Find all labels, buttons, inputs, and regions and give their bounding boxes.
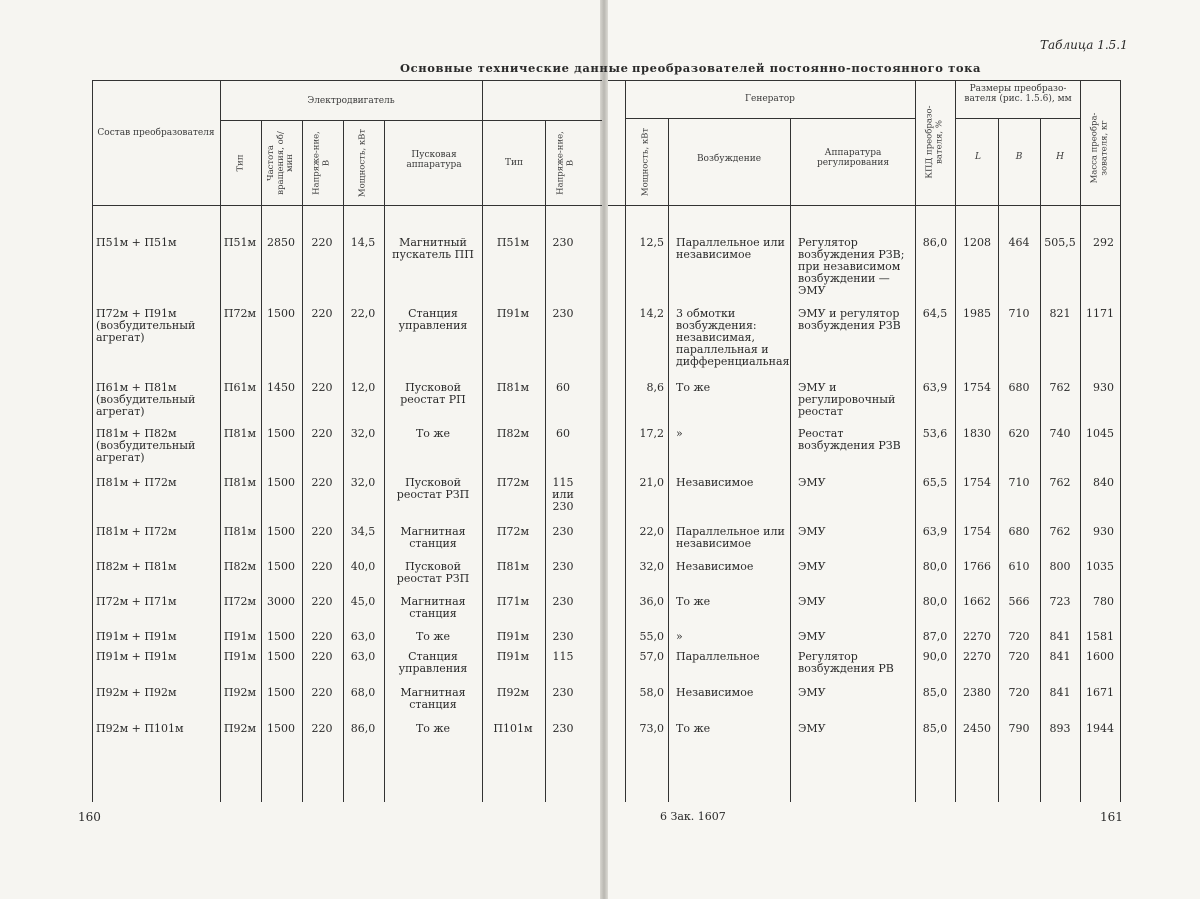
title-left: Основные технические данные — [400, 61, 629, 75]
cell-L: 1208 — [963, 237, 991, 249]
cell-regulation: ЭМУ — [798, 687, 910, 699]
rule — [92, 205, 602, 206]
cell-regulation: ЭМУ и регулятор возбуждения РЗВ — [798, 308, 910, 332]
cell-B: 710 — [1009, 308, 1030, 320]
cell-mass: 292 — [1093, 237, 1114, 249]
cell-speed: 1500 — [267, 651, 295, 663]
cell-efficiency: 90,0 — [923, 651, 948, 663]
cell-L: 1985 — [963, 308, 991, 320]
rule — [482, 120, 602, 121]
cell-B: 790 — [1009, 723, 1030, 735]
header-dim-h: H — [1041, 152, 1079, 162]
cell-speed: 2850 — [267, 237, 295, 249]
header-regulation: Аппаратура регулирования — [792, 148, 914, 168]
cell-excitation: Параллельное или независимое — [676, 237, 786, 261]
cell-voltage: 220 — [312, 526, 333, 538]
cell-mass: 1045 — [1086, 428, 1114, 440]
cell-gen-type: П91м — [497, 308, 529, 320]
cell-starter: Пусковой реостат РП — [388, 382, 478, 406]
cell-starter: Магнитная станция — [388, 526, 478, 550]
cell-gen-voltage: 115 — [545, 651, 581, 663]
cell-gen-power: 8,6 — [647, 382, 665, 394]
cell-voltage: 220 — [312, 596, 333, 608]
cell-voltage: 220 — [312, 561, 333, 573]
cell-efficiency: 80,0 — [923, 596, 948, 608]
cell-mass: 930 — [1093, 382, 1114, 394]
cell-gen-type: П82м — [497, 428, 529, 440]
page-number-right: 161 — [1100, 810, 1123, 824]
cell-mass: 1035 — [1086, 561, 1114, 573]
cell-composition: П81м + П72м — [96, 477, 218, 489]
book-spine — [600, 0, 608, 899]
header-starter: Пусковая аппаратура — [388, 150, 480, 170]
rule — [1040, 118, 1041, 802]
header-composition: Состав преобразователя — [96, 128, 216, 138]
rule — [998, 118, 999, 802]
footnote: 6 Зак. 1607 — [660, 810, 726, 823]
cell-B: 566 — [1009, 596, 1030, 608]
cell-H: 800 — [1050, 561, 1071, 573]
cell-gen-power: 14,2 — [640, 308, 665, 320]
cell-mass: 1171 — [1086, 308, 1114, 320]
table-number: Таблица 1.5.1 — [1040, 38, 1128, 52]
cell-motor-type: П91м — [224, 631, 256, 643]
cell-starter: То же — [388, 723, 478, 735]
header-power: Мощность, кВт — [358, 128, 368, 198]
cell-L: 1754 — [963, 526, 991, 538]
rule — [482, 80, 483, 802]
cell-H: 740 — [1050, 428, 1071, 440]
cell-gen-type: П81м — [497, 561, 529, 573]
cell-gen-type: П101м — [493, 723, 532, 735]
cell-efficiency: 65,5 — [923, 477, 948, 489]
cell-L: 1830 — [963, 428, 991, 440]
header-motor-type: Тип — [236, 155, 246, 172]
cell-voltage: 220 — [312, 651, 333, 663]
rule — [220, 80, 221, 802]
cell-power: 22,0 — [351, 308, 376, 320]
cell-excitation: Параллельное — [676, 651, 786, 663]
cell-H: 893 — [1050, 723, 1071, 735]
cell-power: 32,0 — [351, 477, 376, 489]
cell-power: 68,0 — [351, 687, 376, 699]
cell-power: 45,0 — [351, 596, 376, 608]
cell-speed: 3000 — [267, 596, 295, 608]
cell-gen-voltage: 230 — [545, 596, 581, 608]
cell-gen-voltage: 115 или 230 — [545, 477, 581, 513]
cell-starter: То же — [388, 428, 478, 440]
cell-B: 610 — [1009, 561, 1030, 573]
cell-excitation: » — [676, 428, 786, 440]
cell-motor-type: П61м — [224, 382, 256, 394]
rule — [220, 120, 482, 121]
cell-speed: 1500 — [267, 561, 295, 573]
cell-regulation: ЭМУ — [798, 596, 910, 608]
rule — [955, 118, 1080, 119]
rule — [92, 80, 93, 802]
cell-mass: 1581 — [1086, 631, 1114, 643]
rule — [790, 118, 791, 802]
cell-gen-type: П51м — [497, 237, 529, 249]
cell-composition: П72м + П91м (возбудительный агрегат) — [96, 308, 218, 344]
rule — [668, 118, 669, 802]
cell-gen-type: П91м — [497, 631, 529, 643]
cell-power: 63,0 — [351, 651, 376, 663]
cell-gen-power: 21,0 — [640, 477, 665, 489]
cell-B: 720 — [1009, 651, 1030, 663]
cell-speed: 1500 — [267, 428, 295, 440]
cell-composition: П82м + П81м — [96, 561, 218, 573]
cell-gen-type: П72м — [497, 477, 529, 489]
cell-gen-voltage: 230 — [545, 723, 581, 735]
cell-efficiency: 63,9 — [923, 526, 948, 538]
cell-speed: 1500 — [267, 687, 295, 699]
cell-gen-type: П81м — [497, 382, 529, 394]
cell-voltage: 220 — [312, 382, 333, 394]
cell-regulation: Регулятор возбуждения РВ — [798, 651, 910, 675]
rule — [302, 120, 303, 802]
cell-H: 723 — [1050, 596, 1071, 608]
rule — [915, 80, 916, 802]
cell-efficiency: 80,0 — [923, 561, 948, 573]
header-voltage: Напряже-ние, В — [313, 128, 332, 198]
cell-starter: Магнитный пускатель ПП — [388, 237, 478, 261]
cell-L: 2270 — [963, 631, 991, 643]
header-speed: Частота вращения, об/мин — [267, 128, 296, 198]
cell-gen-type: П92м — [497, 687, 529, 699]
cell-gen-type: П72м — [497, 526, 529, 538]
cell-mass: 1671 — [1086, 687, 1114, 699]
cell-voltage: 220 — [312, 428, 333, 440]
cell-speed: 1500 — [267, 723, 295, 735]
cell-H: 841 — [1050, 631, 1071, 643]
cell-excitation: Независимое — [676, 477, 786, 489]
cell-gen-power: 36,0 — [640, 596, 665, 608]
cell-voltage: 220 — [312, 477, 333, 489]
cell-voltage: 220 — [312, 308, 333, 320]
cell-excitation: » — [676, 631, 786, 643]
cell-mass: 840 — [1093, 477, 1114, 489]
header-motor: Электродвигатель — [222, 96, 480, 106]
cell-starter: Станция управления — [388, 651, 478, 675]
cell-B: 464 — [1009, 237, 1030, 249]
rule — [955, 80, 956, 802]
cell-starter: Пусковой реостат РЗП — [388, 477, 478, 501]
cell-mass: 780 — [1093, 596, 1114, 608]
cell-gen-type: П91м — [497, 651, 529, 663]
cell-H: 762 — [1050, 477, 1071, 489]
cell-composition: П81м + П72м — [96, 526, 218, 538]
cell-voltage: 220 — [312, 723, 333, 735]
cell-power: 40,0 — [351, 561, 376, 573]
header-efficiency: КПД преобразо-вателя, % — [926, 92, 945, 192]
cell-voltage: 220 — [312, 631, 333, 643]
cell-power: 63,0 — [351, 631, 376, 643]
cell-power: 14,5 — [351, 237, 376, 249]
rule — [608, 205, 1120, 206]
cell-excitation: Независимое — [676, 561, 786, 573]
cell-gen-voltage: 230 — [545, 687, 581, 699]
header-mass: Масса преобра-зователя, кг — [1091, 98, 1110, 198]
cell-regulation: ЭМУ — [798, 631, 910, 643]
cell-B: 710 — [1009, 477, 1030, 489]
cell-gen-voltage: 230 — [545, 561, 581, 573]
cell-composition: П51м + П51м — [96, 237, 218, 249]
cell-motor-type: П82м — [224, 561, 256, 573]
cell-L: 2450 — [963, 723, 991, 735]
cell-gen-voltage: 230 — [545, 526, 581, 538]
cell-composition: П61м + П81м (возбудительный агрегат) — [96, 382, 218, 418]
cell-H: 505,5 — [1044, 237, 1076, 249]
cell-gen-voltage: 230 — [545, 631, 581, 643]
cell-power: 86,0 — [351, 723, 376, 735]
rule — [92, 80, 602, 81]
cell-composition: П72м + П71м — [96, 596, 218, 608]
cell-starter: То же — [388, 631, 478, 643]
cell-gen-voltage: 60 — [545, 382, 581, 394]
header-dim-b: B — [999, 152, 1039, 162]
cell-efficiency: 86,0 — [923, 237, 948, 249]
cell-speed: 1450 — [267, 382, 295, 394]
cell-mass: 930 — [1093, 526, 1114, 538]
cell-composition: П81м + П82м (возбудительный агрегат) — [96, 428, 218, 464]
cell-regulation: ЭМУ — [798, 526, 910, 538]
cell-H: 841 — [1050, 687, 1071, 699]
cell-composition: П91м + П91м — [96, 651, 218, 663]
cell-motor-type: П72м — [224, 308, 256, 320]
page-number-left: 160 — [78, 810, 101, 824]
cell-composition: П92м + П101м — [96, 723, 218, 735]
header-generator: Генератор — [627, 94, 913, 104]
rule — [608, 80, 1120, 81]
cell-power: 32,0 — [351, 428, 376, 440]
cell-excitation: То же — [676, 723, 786, 735]
cell-gen-power: 32,0 — [640, 561, 665, 573]
cell-motor-type: П91м — [224, 651, 256, 663]
title-right: преобразователей постоянно-постоянного тока — [632, 61, 981, 75]
cell-gen-power: 73,0 — [640, 723, 665, 735]
cell-B: 680 — [1009, 382, 1030, 394]
cell-excitation: Независимое — [676, 687, 786, 699]
cell-gen-power: 55,0 — [640, 631, 665, 643]
cell-L: 1662 — [963, 596, 991, 608]
header-dimensions: Размеры преобразо-вателя (рис. 1.5.6), мм — [958, 84, 1078, 104]
cell-L: 2380 — [963, 687, 991, 699]
cell-H: 821 — [1050, 308, 1071, 320]
cell-power: 12,0 — [351, 382, 376, 394]
cell-gen-voltage: 230 — [545, 308, 581, 320]
cell-efficiency: 85,0 — [923, 723, 948, 735]
cell-B: 620 — [1009, 428, 1030, 440]
rule — [625, 80, 626, 802]
cell-speed: 1500 — [267, 526, 295, 538]
header-gen-voltage: Напряже-ние, В — [557, 128, 576, 198]
cell-efficiency: 63,9 — [923, 382, 948, 394]
cell-gen-power: 17,2 — [640, 428, 665, 440]
cell-starter: Пусковой реостат РЗП — [388, 561, 478, 585]
cell-speed: 1500 — [267, 631, 295, 643]
rule — [384, 120, 385, 802]
cell-gen-power: 58,0 — [640, 687, 665, 699]
cell-B: 720 — [1009, 687, 1030, 699]
cell-regulation: Реостат возбуждения РЗВ — [798, 428, 910, 452]
cell-efficiency: 85,0 — [923, 687, 948, 699]
cell-composition: П92м + П92м — [96, 687, 218, 699]
cell-starter: Магнитная станция — [388, 596, 478, 620]
header-gen-power: Мощность, кВт — [641, 127, 651, 197]
cell-H: 762 — [1050, 382, 1071, 394]
cell-starter: Станция управления — [388, 308, 478, 332]
cell-speed: 1500 — [267, 308, 295, 320]
cell-motor-type: П81м — [224, 526, 256, 538]
cell-excitation: То же — [676, 596, 786, 608]
cell-voltage: 220 — [312, 687, 333, 699]
cell-H: 762 — [1050, 526, 1071, 538]
cell-speed: 1500 — [267, 477, 295, 489]
cell-excitation: Параллельное или независимое — [676, 526, 786, 550]
cell-L: 1754 — [963, 382, 991, 394]
header-gen-type: Тип — [484, 158, 544, 168]
cell-voltage: 220 — [312, 237, 333, 249]
cell-regulation: ЭМУ — [798, 477, 910, 489]
cell-L: 1766 — [963, 561, 991, 573]
cell-B: 720 — [1009, 631, 1030, 643]
rule — [1080, 80, 1081, 802]
cell-excitation: 3 обмотки возбуждения: независимая, параллельная и дифференциальная — [676, 308, 786, 368]
header-dim-l: L — [958, 152, 998, 162]
cell-gen-power: 57,0 — [640, 651, 665, 663]
rule — [545, 120, 546, 802]
cell-mass: 1600 — [1086, 651, 1114, 663]
cell-regulation: ЭМУ и регулировочный реостат — [798, 382, 910, 418]
cell-excitation: То же — [676, 382, 786, 394]
cell-motor-type: П81м — [224, 477, 256, 489]
cell-motor-type: П81м — [224, 428, 256, 440]
cell-gen-power: 22,0 — [640, 526, 665, 538]
cell-gen-type: П71м — [497, 596, 529, 608]
cell-starter: Магнитная станция — [388, 687, 478, 711]
cell-regulation: ЭМУ — [798, 723, 910, 735]
cell-composition: П91м + П91м — [96, 631, 218, 643]
cell-L: 1754 — [963, 477, 991, 489]
cell-motor-type: П72м — [224, 596, 256, 608]
cell-H: 841 — [1050, 651, 1071, 663]
cell-efficiency: 53,6 — [923, 428, 948, 440]
cell-gen-power: 12,5 — [640, 237, 665, 249]
cell-motor-type: П92м — [224, 723, 256, 735]
cell-regulation: ЭМУ — [798, 561, 910, 573]
cell-gen-voltage: 60 — [545, 428, 581, 440]
cell-mass: 1944 — [1086, 723, 1114, 735]
cell-B: 680 — [1009, 526, 1030, 538]
rule — [261, 120, 262, 802]
cell-L: 2270 — [963, 651, 991, 663]
rule — [343, 120, 344, 802]
cell-efficiency: 64,5 — [923, 308, 948, 320]
rule — [1120, 80, 1121, 802]
cell-power: 34,5 — [351, 526, 376, 538]
cell-regulation: Регулятор возбуждения РЗВ; при независимом возбуждении — ЭМУ — [798, 237, 910, 297]
cell-efficiency: 87,0 — [923, 631, 948, 643]
header-excitation: Возбуждение — [670, 154, 788, 164]
cell-motor-type: П92м — [224, 687, 256, 699]
cell-motor-type: П51м — [224, 237, 256, 249]
cell-gen-voltage: 230 — [545, 237, 581, 249]
